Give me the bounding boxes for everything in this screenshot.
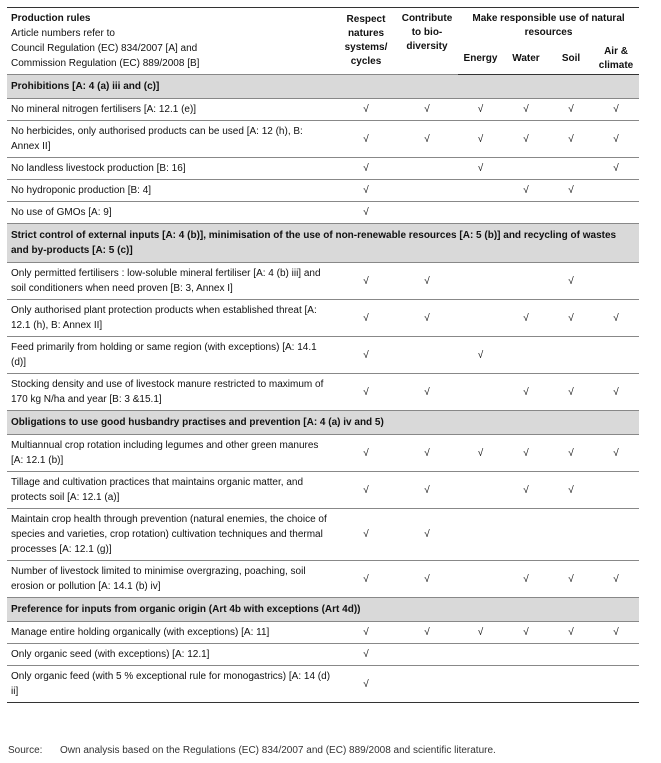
check-mark-icon: √ [549, 121, 593, 158]
empty-cell [593, 509, 639, 561]
check-mark-icon: √ [503, 472, 549, 509]
rule-label: Feed primarily from holding or same region (with exceptions) [A: 14.1 (d)] [7, 337, 336, 374]
empty-cell [396, 202, 458, 224]
table-row [7, 121, 639, 158]
check-mark-icon: √ [396, 561, 458, 598]
empty-cell [549, 644, 593, 666]
header-energy: Energy [458, 43, 503, 74]
rule-label: Only organic seed (with exceptions) [A: 12.1] [7, 644, 336, 666]
check-mark-icon: √ [336, 622, 396, 644]
check-mark-icon: √ [336, 374, 396, 411]
check-mark-icon: √ [396, 622, 458, 644]
check-mark-icon: √ [593, 121, 639, 158]
empty-cell [458, 202, 503, 224]
check-mark-icon: √ [503, 180, 549, 202]
check-mark-icon: √ [593, 99, 639, 121]
check-mark-icon: √ [336, 158, 396, 180]
check-mark-icon: √ [549, 300, 593, 337]
header-line-2: Council Regulation (EC) 834/2007 [A] and [11, 43, 198, 54]
check-mark-icon: √ [458, 337, 503, 374]
header-contribute-biodiversity: Contribute to bio-diversity [396, 8, 458, 75]
check-mark-icon: √ [503, 561, 549, 598]
check-mark-icon: √ [336, 99, 396, 121]
check-mark-icon: √ [458, 622, 503, 644]
check-mark-icon: √ [549, 472, 593, 509]
empty-cell [549, 202, 593, 224]
table-row [7, 666, 639, 703]
header-responsible-use-group: Make responsible use of natural resources [458, 8, 639, 44]
check-mark-icon: √ [593, 374, 639, 411]
section-title: Preference for inputs from organic origin (Art 4b with exceptions (Art 4d)) [7, 598, 639, 622]
check-mark-icon: √ [593, 622, 639, 644]
header-production-rules [7, 8, 336, 75]
rule-label: No hydroponic production [B: 4] [7, 180, 336, 202]
empty-cell [396, 666, 458, 703]
table-row [7, 158, 639, 180]
check-mark-icon: √ [549, 561, 593, 598]
empty-cell [549, 509, 593, 561]
source-text: Own analysis based on the Regulations (EC) 834/2007 and (EC) 889/2008 and scientific literature. [60, 745, 496, 756]
source-label: Source: [8, 745, 43, 756]
section-title: Strict control of external inputs [A: 4 (b)], minimisation of the use of non-renewable resources [A: 5 (b)] and recycling of wastes and by-products [A: 5 (c)] [7, 224, 639, 263]
check-mark-icon: √ [396, 300, 458, 337]
check-mark-icon: √ [458, 99, 503, 121]
empty-cell [458, 472, 503, 509]
table-row [7, 300, 639, 337]
production-rules-table [7, 7, 639, 703]
check-mark-icon: √ [549, 374, 593, 411]
table-row [7, 509, 639, 561]
check-mark-icon: √ [593, 561, 639, 598]
rule-label: No herbicides, only authorised products can be used [A: 12 (h), B: Annex II] [7, 121, 336, 158]
empty-cell [458, 666, 503, 703]
table-row [7, 337, 639, 374]
check-mark-icon: √ [396, 472, 458, 509]
check-mark-icon: √ [336, 202, 396, 224]
check-mark-icon: √ [593, 435, 639, 472]
rule-label: No use of GMOs [A: 9] [7, 202, 336, 224]
check-mark-icon: √ [593, 300, 639, 337]
check-mark-icon: √ [503, 300, 549, 337]
check-mark-icon: √ [336, 561, 396, 598]
empty-cell [458, 300, 503, 337]
check-mark-icon: √ [458, 435, 503, 472]
empty-cell [593, 644, 639, 666]
table-body [7, 75, 639, 703]
check-mark-icon: √ [503, 374, 549, 411]
empty-cell [549, 666, 593, 703]
rule-label: Only authorised plant protection products when established threat [A: 12.1 (h), B: Annex II] [7, 300, 336, 337]
empty-cell [458, 644, 503, 666]
rule-label: Manage entire holding organically (with exceptions) [A: 11] [7, 622, 336, 644]
table-row [7, 561, 639, 598]
empty-cell [593, 472, 639, 509]
table-row [7, 99, 639, 121]
header-line-1: Article numbers refer to [11, 28, 115, 39]
check-mark-icon: √ [458, 121, 503, 158]
empty-cell [503, 202, 549, 224]
table-row [7, 622, 639, 644]
empty-cell [503, 666, 549, 703]
empty-cell [549, 337, 593, 374]
table-row [7, 644, 639, 666]
header-title: Production rules [11, 13, 91, 24]
check-mark-icon: √ [593, 158, 639, 180]
check-mark-icon: √ [549, 180, 593, 202]
empty-cell [458, 509, 503, 561]
source-note [8, 745, 496, 756]
check-mark-icon: √ [503, 622, 549, 644]
check-mark-icon: √ [396, 509, 458, 561]
check-mark-icon: √ [396, 99, 458, 121]
check-mark-icon: √ [336, 263, 396, 300]
rule-label: Multiannual crop rotation including legumes and other green manures [A: 12.1 (b)] [7, 435, 336, 472]
check-mark-icon: √ [549, 435, 593, 472]
empty-cell [503, 158, 549, 180]
table-row [7, 202, 639, 224]
table-row [7, 472, 639, 509]
check-mark-icon: √ [549, 622, 593, 644]
check-mark-icon: √ [336, 337, 396, 374]
empty-cell [458, 180, 503, 202]
empty-cell [396, 158, 458, 180]
section-header-row [7, 598, 639, 622]
check-mark-icon: √ [336, 644, 396, 666]
empty-cell [396, 180, 458, 202]
check-mark-icon: √ [336, 121, 396, 158]
table-row [7, 435, 639, 472]
check-mark-icon: √ [396, 263, 458, 300]
rule-label: Tillage and cultivation practices that maintains organic matter, and protects soil [A: 12.1 (a)] [7, 472, 336, 509]
rule-label: Number of livestock limited to minimise overgrazing, poaching, soil erosion or pollution [A: 14.1 (b) iv] [7, 561, 336, 598]
check-mark-icon: √ [336, 300, 396, 337]
empty-cell [503, 644, 549, 666]
check-mark-icon: √ [336, 666, 396, 703]
empty-cell [593, 263, 639, 300]
rule-label: No landless livestock production [B: 16] [7, 158, 336, 180]
empty-cell [503, 509, 549, 561]
empty-cell [458, 374, 503, 411]
check-mark-icon: √ [336, 472, 396, 509]
rule-label: No mineral nitrogen fertilisers [A: 12.1 (e)] [7, 99, 336, 121]
section-title: Obligations to use good husbandry practises and prevention [A: 4 (a) iv and 5) [7, 411, 639, 435]
check-mark-icon: √ [396, 435, 458, 472]
empty-cell [458, 561, 503, 598]
header-respect-natures: Respect natures systems/ cycles [336, 8, 396, 75]
check-mark-icon: √ [336, 509, 396, 561]
empty-cell [593, 202, 639, 224]
check-mark-icon: √ [396, 374, 458, 411]
section-header-row [7, 75, 639, 99]
check-mark-icon: √ [336, 180, 396, 202]
rule-label: Maintain crop health through prevention (natural enemies, the choice of species and varieties, crop rotation) cultivation techniques and thermal processes [A: 12.1 (g)] [7, 509, 336, 561]
header-water: Water [503, 43, 549, 74]
check-mark-icon: √ [549, 99, 593, 121]
check-mark-icon: √ [396, 121, 458, 158]
header-soil: Soil [549, 43, 593, 74]
empty-cell [593, 666, 639, 703]
rule-label: Only organic feed (with 5 % exceptional rule for monogastrics) [A: 14 (d) ii] [7, 666, 336, 703]
check-mark-icon: √ [503, 99, 549, 121]
rule-label: Only permitted fertilisers : low-soluble mineral fertiliser [A: 4 (b) iii] and soil conditioners when need proven [B: 3, Annex I] [7, 263, 336, 300]
empty-cell [503, 263, 549, 300]
table-row [7, 263, 639, 300]
header-row-top [7, 8, 639, 44]
check-mark-icon: √ [549, 263, 593, 300]
empty-cell [593, 337, 639, 374]
rule-label: Stocking density and use of livestock manure restricted to maximum of 170 kg N/ha and year [B: 3 &15.1] [7, 374, 336, 411]
section-header-row [7, 411, 639, 435]
header-line-3: Commission Regulation (EC) 889/2008 [B] [11, 58, 200, 69]
section-header-row [7, 224, 639, 263]
check-mark-icon: √ [503, 435, 549, 472]
empty-cell [503, 337, 549, 374]
check-mark-icon: √ [458, 158, 503, 180]
table-row [7, 374, 639, 411]
table-row [7, 180, 639, 202]
check-mark-icon: √ [336, 435, 396, 472]
empty-cell [549, 158, 593, 180]
empty-cell [593, 180, 639, 202]
check-mark-icon: √ [503, 121, 549, 158]
empty-cell [458, 263, 503, 300]
header-air-climate: Air & climate [593, 43, 639, 74]
section-title: Prohibitions [A: 4 (a) iii and (c)] [7, 75, 639, 99]
empty-cell [396, 644, 458, 666]
empty-cell [396, 337, 458, 374]
